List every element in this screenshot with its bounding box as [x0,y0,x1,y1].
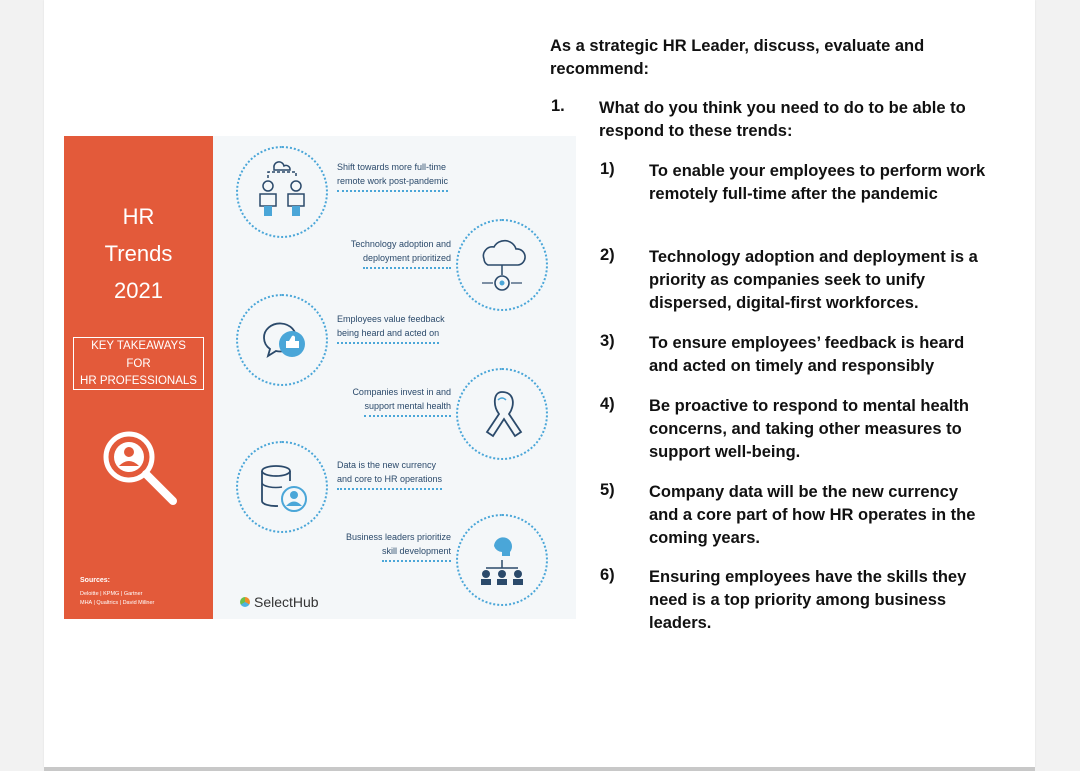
ribbon-icon [456,368,548,460]
page-edge [44,767,1035,771]
takeaways-line3: HR PROFESSIONALS [80,375,197,387]
title-hr: HR [122,204,155,229]
item-text: Be proactive to respond to mental health concerns, and taking other measures to support well-being. [649,397,969,461]
assignment-heading: As a strategic HR Leader, discuss, evaluate and recommend: [550,37,925,78]
item-number: 1) [600,160,615,178]
trend-label-2: Technology adoption and deployment prioritized [336,237,451,269]
magnifier-user-icon [97,428,187,508]
item-text: Technology adoption and deployment is a priority as companies seek to unify dispersed, digital-first workforces. [649,248,978,312]
item-number: 6) [600,566,615,584]
feedback-icon [236,294,328,386]
trend-label-6: Business leaders prioritize skill development [326,530,451,562]
selecthub-logo-icon [240,597,250,607]
trend-label-5: Data is the new currency and core to HR operations [337,458,442,490]
trend-label-4: Companies invest in and support mental health [336,385,451,417]
title-panel [64,136,213,619]
database-user-icon [236,441,328,533]
item-number: 5) [600,481,615,499]
item-text: Ensuring employees have the skills they need is a top priority among business leaders. [649,568,967,632]
skills-network-icon [456,514,548,606]
trend-label-1: Shift towards more full-time remote work post-pandemic [337,160,448,192]
cloud-gear-icon [456,219,548,311]
item-text: Company data will be the new currency and a core part of how HR operates in the coming years. [649,483,976,547]
item-number: 2) [600,246,615,264]
sources-label: Sources: [80,577,110,584]
item-number: 3) [600,332,615,350]
trend-label-3: Employees value feedback being heard and acted on [337,312,445,344]
question-number: 1. [551,97,565,115]
title-year: 2021 [114,278,163,303]
remote-work-icon [236,146,328,238]
selecthub-logo: SelectHub [240,594,319,610]
item-number: 4) [600,395,615,413]
key-takeaways-box [73,337,204,390]
sources-line2: MHA | Qualtrics | David Millner [80,600,155,606]
item-text: To enable your employees to perform work remotely full-time after the pandemic [649,162,986,203]
takeaways-line1: KEY TAKEAWAYS [91,340,186,352]
title-trends: Trends [104,241,173,266]
hr-trends-infographic [64,136,576,619]
sources-line1: Deloitte | KPMG | Gartner [80,591,143,597]
takeaways-line2: FOR [126,357,151,370]
question-text: What do you think you need to do to be able to respond to these trends: [599,99,966,140]
item-text: To ensure employees’ feedback is heard and acted on timely and responsibly [649,334,965,375]
